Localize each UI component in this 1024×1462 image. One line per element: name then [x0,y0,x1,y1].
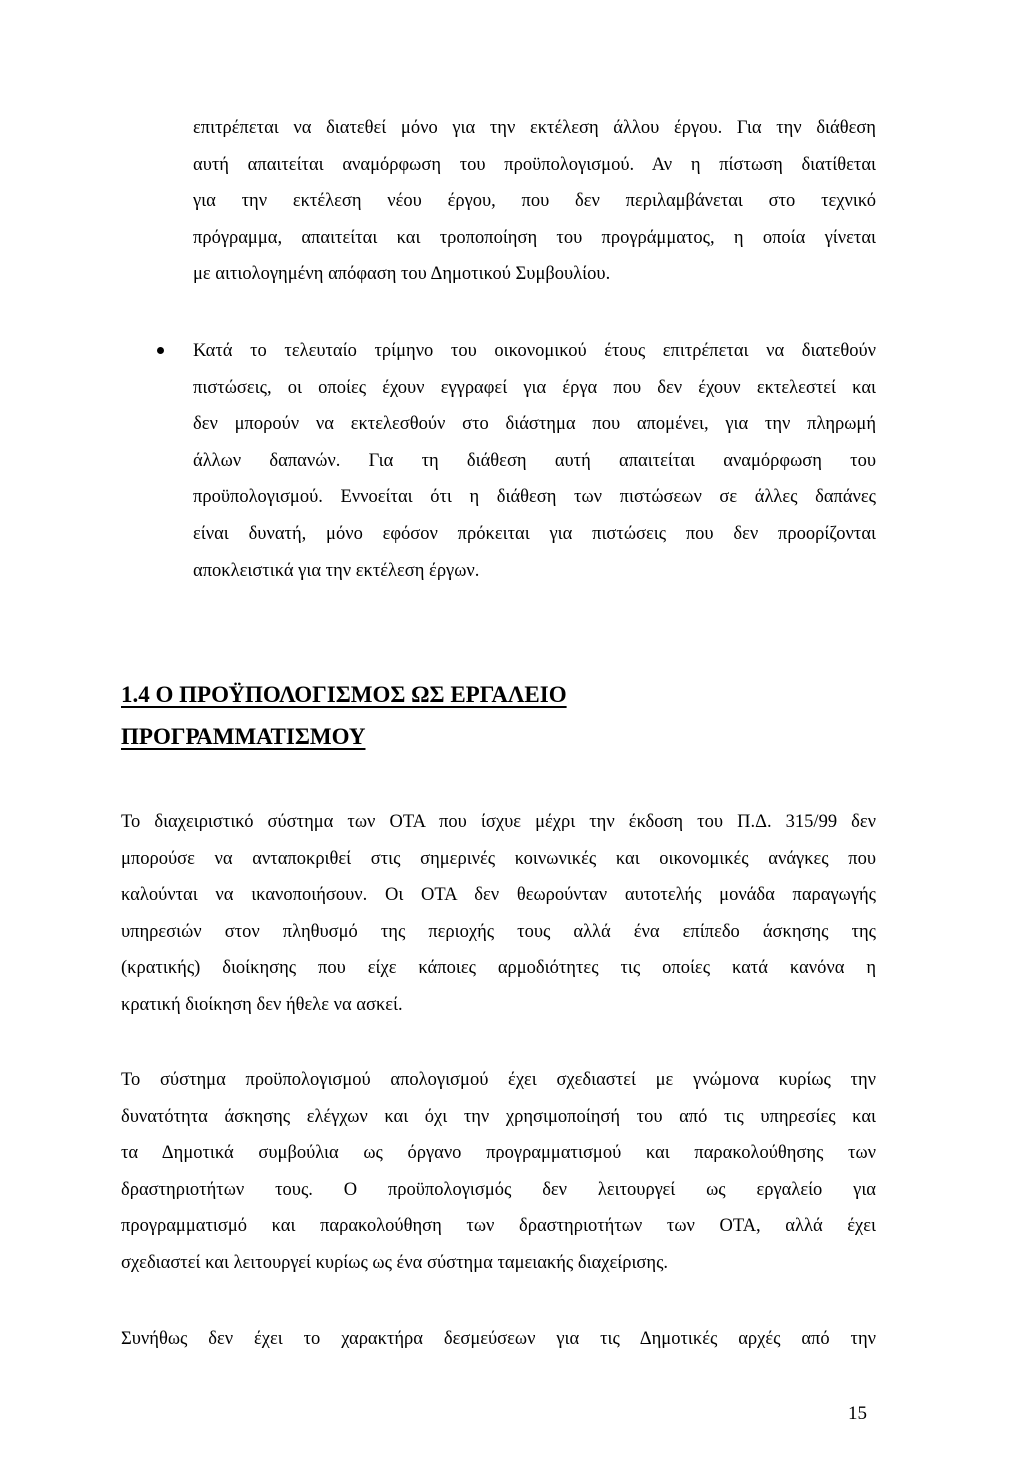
text-line: πρόγραμμα, απαιτείται και τροποποίηση του προγράμματος, η οποία γίνεται [193,227,876,248]
text-line: (κρατικής) διοίκησης που είχε κάποιες αρμοδιότητες τις οποίες κατά κανόνα η [121,958,876,979]
body-paragraph-2 [121,1062,876,1282]
text-line: προγραμματισμό και παρακολούθηση των δραστηριοτήτων των ΟΤΑ, αλλά έχει [121,1216,876,1237]
text-line: άλλων δαπανών. Για τη διάθεση αυτή απαιτείται αναμόρφωση του [193,450,876,471]
text-line: τα Δημοτικά συμβούλια ως όργανο προγραμματισμού και παρακολούθησης των [121,1143,876,1164]
text-line: Το σύστημα προϋπολογισμού απολογισμού έχει σχεδιαστεί με γνώμονα κυρίως την [121,1070,876,1090]
text-line: είναι δυνατή, μόνο εφόσον πρόκειται για πιστώσεις που δεν προορίζονται [193,523,876,544]
text-line: μπορούσε να ανταποκριθεί στις σημερινές κοινωνικές και οικονομικές ανάγκες που [121,848,876,869]
bullet-icon [157,347,164,354]
text-line: δεν μπορούν να εκτελεσθούν στο διάστημα που απομένει, για την πληρωμή [193,414,876,435]
heading-line: 1.4 Ο ΠΡΟΫΠΟΛΟΓΙΣΜΟΣ ΩΣ ΕΡΓΑΛΕΙΟ [121,682,567,707]
text-line: Το διαχειριστικό σύστημα των ΟΤΑ που ίσχυε μέχρι την έκδοση του Π.Δ. 315/99 δεν [121,812,876,832]
text-line: δραστηριοτήτων τους. Ο προϋπολογισμός δεν λειτουργεί ως εργαλείο για [121,1179,876,1200]
intro-paragraph [193,110,876,293]
text-line: με αιτιολογημένη απόφαση του Δημοτικού Συμβουλίου. [193,264,611,285]
text-line: αποκλειστικά για την εκτέλεση έργων. [193,560,480,581]
text-line: για την εκτέλεση νέου έργου, που δεν περιλαμβάνεται στο τεχνικό [193,191,876,212]
section-heading [121,674,567,758]
text-line: επιτρέπεται να διατεθεί μόνο για την εκτέλεση άλλου έργου. Για την διάθεση [193,118,876,138]
text-line: σχεδιαστεί και λειτουργεί κυρίως ως ένα σύστημα ταμειακής διαχείρισης. [121,1252,669,1273]
text-line: καλούνται να ικανοποιήσουν. Οι ΟΤΑ δεν θεωρούνταν αυτοτελής μονάδα παραγωγής [121,885,876,906]
text-line: προϋπολογισμού. Εννοείται ότι η διάθεση των πιστώσεων σε άλλες δαπάνες [193,487,876,508]
heading-line: ΠΡΟΓΡΑΜΜΑΤΙΣΜΟΥ [121,724,366,749]
bullet-paragraph [193,333,876,589]
text-line: κρατική διοίκηση δεν ήθελε να ασκεί. [121,994,403,1015]
text-line: δυνατότητα άσκησης ελέγχων και όχι την χρησιμοποίησή του από τις υπηρεσίες και [121,1106,876,1127]
text-line: πιστώσεις, οι οποίες έχουν εγγραφεί για έργα που δεν έχουν εκτελεστεί και [193,377,876,398]
body-paragraph-3 [121,1321,876,1358]
text-line: Συνήθως δεν έχει το χαρακτήρα δεσμεύσεων για τις Δημοτικές αρχές από την [121,1329,876,1349]
text-line: Κατά το τελευταίο τρίμηνο του οικονομικού έτους επιτρέπεται να διατεθούν [193,341,876,361]
page-number: 15 [848,1403,867,1424]
text-line: υπηρεσιών στον πληθυσμό της περιοχής τους αλλά ένα επίπεδο άσκησης της [121,921,876,942]
text-line: αυτή απαιτείται αναμόρφωση του προϋπολογισμού. Αν η πίστωση διατίθεται [193,154,876,175]
body-paragraph-1 [121,804,876,1024]
